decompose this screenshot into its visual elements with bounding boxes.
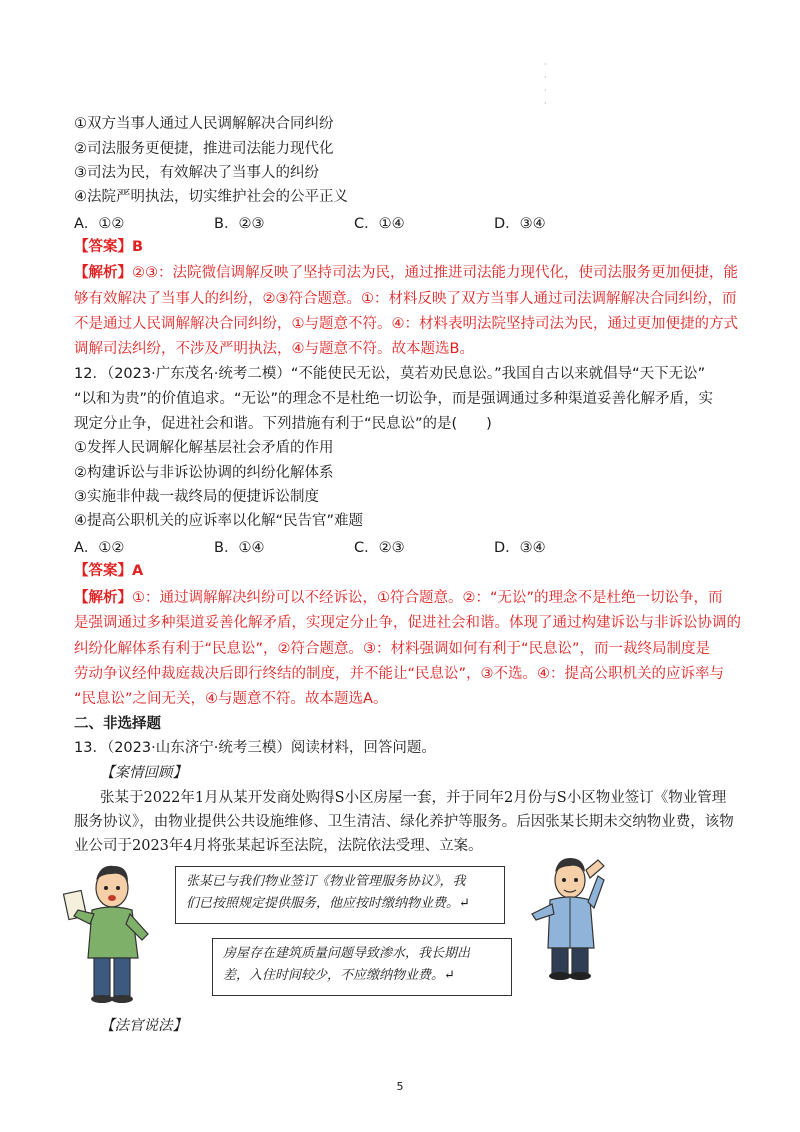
case-heading: 【案情回顾】: [100, 765, 187, 781]
margin-dots: · · · ·: [544, 60, 547, 108]
q11-answer: 【答案】B: [74, 239, 144, 255]
bubble-property-line-1: 张某已与我们物业签订《物业管理服务协议》，我: [186, 874, 466, 889]
q12-analysis-line-5: “民息讼”之间无关，④与题意不符。故本题选A。: [74, 691, 388, 707]
q12-analysis-text-1: ①：通过调解解决纠纷可以不经诉讼，①符合题意。②：“无讼”的理念不是杜绝一切讼争，而: [132, 590, 723, 606]
speech-bubble-property: [175, 866, 505, 924]
speech-bubble-owner: [212, 938, 512, 996]
bubble-owner-line-1: 房屋存在建筑质量问题导致渗水，我长期出: [223, 946, 471, 961]
q12-option-c: C．②③: [354, 540, 405, 556]
property-staff-illustration: [518, 852, 628, 982]
q13-stem: 13．（2023·山东济宁·统考三模）阅读材料，回答问题。: [74, 740, 436, 756]
q11-option-c: C．①④: [354, 216, 405, 232]
q12-analysis-line-1: [74, 588, 723, 608]
owner-illustration: [60, 858, 180, 1008]
q12-item-4: ④提高公职机关的应诉率以化解“民告官”难题: [74, 513, 364, 529]
q12-stem-1: 12．（2023·广东茂名·统考二模）“不能使民无讼，莫若劝民息讼。”我国自古以来就倡导“天下无讼”: [74, 366, 706, 382]
q11-item-3: ③司法为民，有效解决了当事人的纠纷: [74, 165, 319, 181]
case-line-2: 服务协议》，由物业提供公共设施维修、卫生清洁、绿化养护等服务。后因张某长期未交纳物业费，该物: [74, 814, 734, 830]
bubble-property-line-2: 们已按照规定提供服务，他应按时缴纳物业费。↵: [186, 896, 470, 911]
q11-item-1: ①双方当事人通过人民调解解决合同纠纷: [74, 116, 334, 132]
q12-stem-2: “以和为贵”的价值追求。“无讼”的理念不是杜绝一切讼争，而是强调通过多种渠道妥善化解矛盾，实: [74, 391, 714, 407]
q12-answer: 【答案】A: [74, 563, 144, 579]
q11-analysis-line-1: [74, 263, 738, 283]
q12-analysis-line-3: 纠纷化解体系有利于“民息讼”，②符合题意。③：材料强调如何有利于“民息讼”，而一裁终局制度是: [74, 641, 711, 657]
q11-item-4: ④法院严明执法，切实维护社会的公平正义: [74, 189, 348, 205]
q11-option-a: A．①②: [74, 216, 125, 232]
q12-item-2: ②构建诉讼与非诉讼协调的纠纷化解体系: [74, 465, 334, 481]
q12-item-1: ①发挥人民调解化解基层社会矛盾的作用: [74, 440, 334, 456]
judge-heading: 【法官说法】: [100, 1018, 187, 1034]
q11-options: [74, 212, 634, 233]
q12-option-d: D．③④: [494, 540, 546, 556]
q12-options: [74, 536, 634, 557]
bubble-owner-line-2: 差，入住时间较少，不应缴纳物业费。↵: [223, 968, 455, 983]
q12-option-a: A．①②: [74, 540, 125, 556]
q12-analysis-line-4: 劳动争议经仲裁庭裁决后即行终结的制度，并不能让“民息讼”，③不选。④：提高公职机关的应诉率与: [74, 666, 725, 682]
q11-analysis-line-2: 够有效解决了当事人的纠纷，②③符合题意。①：材料反映了双方当事人通过司法调解解决合同纠纷，而: [74, 291, 737, 307]
case-line-3: 业公司于2023年4月将张某起诉至法院，法院依法受理、立案。: [74, 838, 483, 854]
q11-analysis-text-1: ②③：法院微信调解反映了坚持司法为民，通过推进司法能力现代化，使司法服务更加便捷，能: [132, 265, 738, 281]
q12-stem-3: 现定分止争，促进社会和谐。下列措施有利于“民息讼”的是( ): [74, 416, 492, 432]
section-title: 二、非选择题: [74, 716, 161, 732]
case-line-1: 张某于2022年1月从某开发商处购得S小区房屋一套，并于同年2月份与S小区物业签订《物业管理: [100, 790, 727, 806]
q11-option-d: D．③④: [494, 216, 546, 232]
q11-option-b: B．②③: [214, 216, 265, 232]
q12-option-b: B．①④: [214, 540, 265, 556]
q12-analysis-line-2: 是强调通过多种渠道妥善化解矛盾，实现定分止争，促进社会和谐。体现了通过构建诉讼与非诉讼协调的: [74, 615, 741, 631]
q11-item-2: ②司法服务更便捷，推进司法能力现代化: [74, 141, 334, 157]
q11-analysis-line-4: 调解司法纠纷，不涉及严明执法，④与题意不符。故本题选B。: [74, 341, 474, 357]
page-number: 5: [396, 1080, 404, 1093]
q12-analysis-label: 【解析】: [74, 590, 132, 606]
q12-item-3: ③实施非仲裁一裁终局的便捷诉讼制度: [74, 489, 319, 505]
q11-analysis-label: 【解析】: [74, 265, 132, 281]
q11-analysis-line-3: 不是通过人民调解解决合同纠纷，①与题意不符。④：材料表明法院坚持司法为民，通过更加便捷的方式: [74, 316, 738, 332]
